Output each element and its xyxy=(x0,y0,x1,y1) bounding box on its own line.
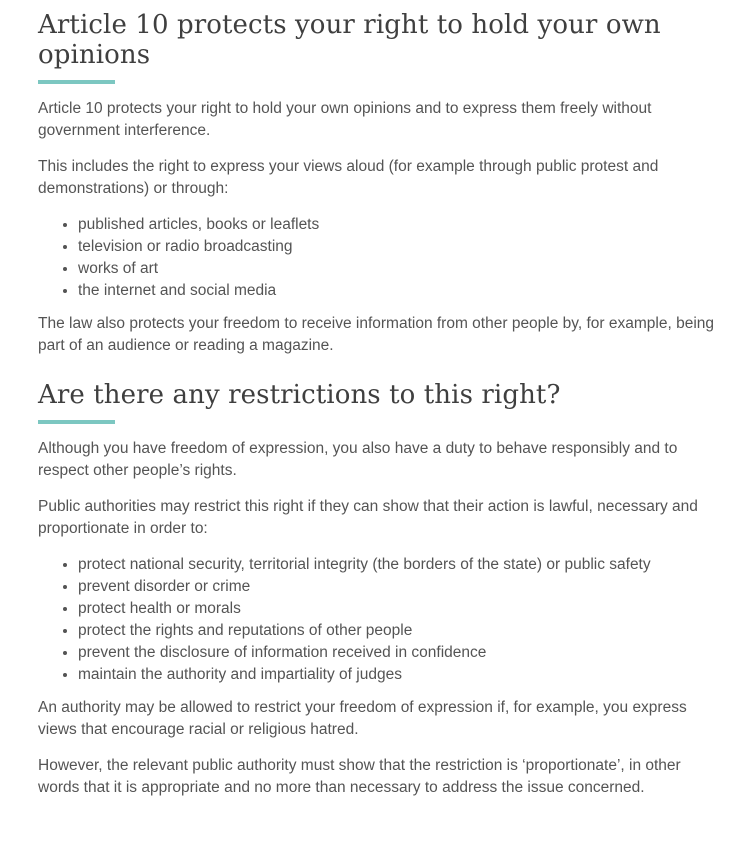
list-item: • protect national security, territorial integrity (the borders of the state) or public safety xyxy=(78,554,717,576)
bullet-list xyxy=(38,554,717,686)
paragraph: Public authorities may restrict this right if they can show that their action is lawful, necessary and proportionate in order to: xyxy=(38,498,698,537)
title-underline xyxy=(38,80,115,84)
section-title: Are there any restrictions to this right? xyxy=(38,380,561,410)
article-10-section xyxy=(38,10,717,357)
list-item: • works of art xyxy=(78,258,717,280)
paragraph: Although you have freedom of expression, you also have a duty to behave responsibly and to respect other people’s rights. xyxy=(38,440,678,479)
list-item: • protect health or morals xyxy=(78,598,717,620)
paragraph: The law also protects your freedom to receive information from other people by, for example, being part of an audience or reading a magazine. xyxy=(38,315,715,354)
list-item: • maintain the authority and impartiality of judges xyxy=(78,664,717,686)
list-item: • television or radio broadcasting xyxy=(78,236,717,258)
list-item: • protect the rights and reputations of other people xyxy=(78,620,717,642)
paragraph: An authority may be allowed to restrict your freedom of expression if, for example, you express views that encourage racial or religious hatred. xyxy=(38,699,687,738)
paragraph: Article 10 protects your right to hold your own opinions and to express them freely without government interference. xyxy=(38,100,652,139)
list-item: • prevent disorder or crime xyxy=(78,576,717,598)
paragraph: However, the relevant public authority must show that the restriction is ‘proportionate’, in other words that it is appropriate and no more than necessary to address the issue concerned. xyxy=(38,757,681,796)
section-title: Article 10 protects your right to hold your own opinions xyxy=(38,10,661,70)
list-item: • published articles, books or leaflets xyxy=(78,214,717,236)
list-item: • the internet and social media xyxy=(78,280,717,302)
restrictions-section xyxy=(38,380,717,799)
bullet-list xyxy=(38,214,717,302)
title-underline xyxy=(38,420,115,424)
paragraph: This includes the right to express your views aloud (for example through public protest and demonstrations) or through: xyxy=(38,158,659,197)
list-item: • prevent the disclosure of information received in confidence xyxy=(78,642,717,664)
